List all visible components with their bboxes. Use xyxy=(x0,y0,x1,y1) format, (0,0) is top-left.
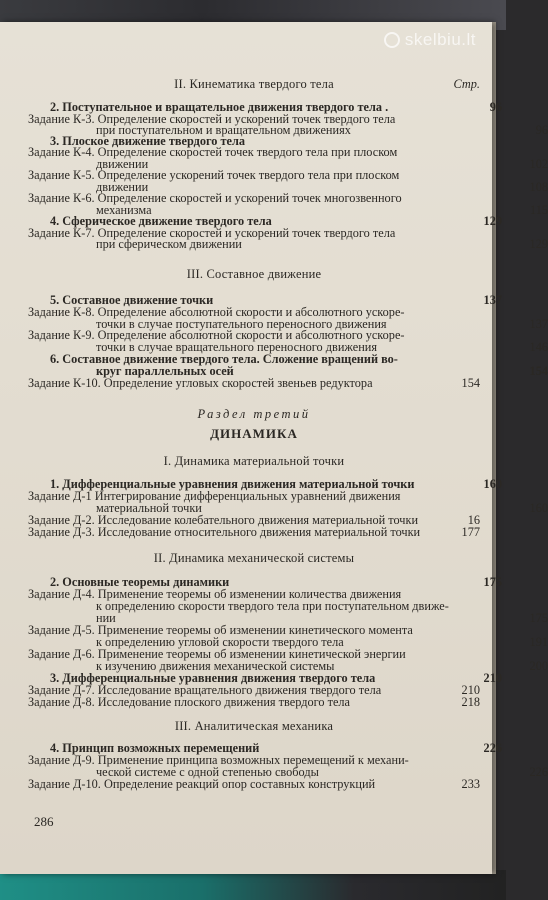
entry-page: 108 xyxy=(529,180,548,194)
entry-text: к определению угловой скорости твердого тела xyxy=(96,635,344,649)
entry-text: механизма xyxy=(96,203,152,217)
entry-page: 129 xyxy=(529,237,548,251)
entry-page: 210 xyxy=(483,671,502,685)
entry-text: движении xyxy=(96,157,149,171)
entry-text: движении xyxy=(96,180,149,194)
entry-text: к изучению движения механической системы xyxy=(96,659,335,673)
section-title: I. Динамика материальной точки xyxy=(163,454,345,468)
entry-text: 1. Дифференциальные уравнения движения материальной точки xyxy=(50,477,415,491)
book-page xyxy=(0,22,548,874)
entry-text: Задание К-5. Определение ускорений точек твердого тела при плоском xyxy=(28,168,400,182)
entry-text: Задание К-10. Определение угловых скоростей звеньев редуктора xyxy=(28,376,373,390)
entry-text: Задание Д-5. Применение теоремы об изменении кинетического момента xyxy=(28,623,413,637)
entry-text: Задание Д-1 Интегрирование дифференциальных уравнений движения xyxy=(28,489,401,503)
entry-text: Задание К-7. Определение скоростей и ускорений точек твердого тела xyxy=(28,226,396,240)
entry-text: Задание Д-3. Исследование относительного движения материальной точки xyxy=(28,525,421,539)
entry-text: Задание К-6. Определение скоростей и ускорений точек многозвенного xyxy=(28,191,402,205)
background-bottom xyxy=(0,870,506,900)
section-title: III. Аналитическая механика xyxy=(174,719,334,733)
entry-text: Задание Д-8. Исследование плоского движения твердого тела xyxy=(28,695,350,709)
section-heading xyxy=(28,78,480,91)
section-title: III. Составное движение xyxy=(186,267,322,281)
entry-page: 226 xyxy=(483,741,502,755)
entry-page: 96 xyxy=(489,100,502,114)
entry-text: 4. Сферическое движение твердого тела xyxy=(50,214,272,228)
entry-text: круг параллельных осей xyxy=(96,364,234,378)
toc-entry: 2. Поступательное и вращательное движения твердого тела . 96 xyxy=(50,100,502,114)
entry-page: 146 xyxy=(529,340,548,354)
entry-text: материальной точки xyxy=(96,501,202,515)
toc-entry xyxy=(28,778,480,791)
entry-page: 200 xyxy=(529,659,548,673)
entry-text: 2. Основные теоремы динамики xyxy=(50,575,230,589)
section-heading xyxy=(28,720,480,733)
entry-text: 6. Составное движение твердого тела. Сложение вращений во- xyxy=(50,352,398,366)
entry-page: 137 xyxy=(483,293,502,307)
page-label: Стр. xyxy=(453,77,480,91)
entry-page: 177 xyxy=(461,525,480,539)
toc-entry-continued xyxy=(28,238,548,251)
entry-page: 137 xyxy=(529,317,548,331)
entry-text: Задание К-4. Определение скоростей точек твердого тела при плоском xyxy=(28,145,398,159)
entry-page: 154 xyxy=(529,364,548,378)
part-heading xyxy=(28,408,480,421)
entry-page: 96 xyxy=(535,123,548,137)
section-title: II. Динамика механической системы xyxy=(153,551,355,565)
watermark-text: skelbiu.lt xyxy=(404,30,476,49)
entry-page: 218 xyxy=(461,695,480,709)
section-heading xyxy=(28,268,480,281)
entry-text: Задание К-3. Определение скоростей и ускорений точек твердого тела xyxy=(28,112,396,126)
entry-page: 226 xyxy=(529,765,548,779)
entry-text: к определению скорости твердого тела при поступательном движе- xyxy=(96,599,449,613)
entry-text: 2. Поступательное и вращательное движения твердого тела xyxy=(50,100,383,114)
entry-text: Задание Д-10. Определение реакций опор составных конструкций xyxy=(28,777,376,791)
entry-text: 4. Принцип возможных перемещений xyxy=(50,741,260,755)
section-title: II. Кинематика твердого тела xyxy=(174,77,334,91)
toc-entry xyxy=(28,526,480,539)
entry-text: ческой системе с одной степенью свободы xyxy=(96,765,319,779)
watermark-logo-icon xyxy=(384,32,400,48)
entry-text: Задание Д-2. Исследование колебательного движения материальной точки xyxy=(28,513,419,527)
entry-page: 160 xyxy=(529,501,548,515)
entry-text: 3. Плоское движение твердого тела xyxy=(50,134,246,148)
toc-entry xyxy=(28,377,480,390)
entry-page: 175 xyxy=(529,611,548,625)
toc-entry xyxy=(28,696,480,709)
page-number: 286 xyxy=(34,814,54,829)
entry-text: 5. Составное движение точки xyxy=(50,293,214,307)
entry-page: 175 xyxy=(483,575,502,589)
entry-text: Задание Д-4. Применение теоремы об изменении количества движения xyxy=(28,587,402,601)
section-heading xyxy=(28,552,480,565)
part-subject xyxy=(28,427,480,440)
entry-page: 210 xyxy=(461,683,480,697)
entry-text: нии xyxy=(96,611,116,625)
entry-page: 115 xyxy=(530,203,548,217)
entry-text: 3. Дифференциальные уравнения движения твердого тела xyxy=(50,671,376,685)
entry-text: точки в случае поступательного переносного движения xyxy=(96,317,387,331)
entry-page: 16 xyxy=(467,513,480,527)
part-title: Раздел третий xyxy=(197,407,311,421)
section-heading xyxy=(28,455,480,468)
entry-page: 102 xyxy=(529,157,548,171)
watermark xyxy=(384,30,476,50)
entry-text: Задание К-8. Определение абсолютной скорости и абсолютного ускоре- xyxy=(28,305,405,319)
entry-text: точки в случае вращательного переносного движения xyxy=(96,340,378,354)
entry-text: Задание Д-9. Применение принципа возможных перемещений к механи- xyxy=(28,753,409,767)
entry-text: при сферическом движении xyxy=(96,237,242,251)
entry-text: Задание Д-7. Исследование вращательного движения твердого тела xyxy=(28,683,382,697)
entry-page: 191 xyxy=(529,635,548,649)
entry-page: 233 xyxy=(461,777,480,791)
entry-page: 160 xyxy=(483,477,502,491)
entry-text: Задание К-9. Определение абсолютной скорости и абсолютного ускоре- xyxy=(28,328,405,342)
part-subject-title: ДИНАМИКА xyxy=(210,426,298,441)
entry-text: Задание Д-6. Применение теоремы об изменении кинетической энергии xyxy=(28,647,406,661)
entry-page: 129 xyxy=(483,214,502,228)
entry-text: при поступательном и вращательном движениях xyxy=(96,123,351,137)
entry-page: 154 xyxy=(461,376,480,390)
